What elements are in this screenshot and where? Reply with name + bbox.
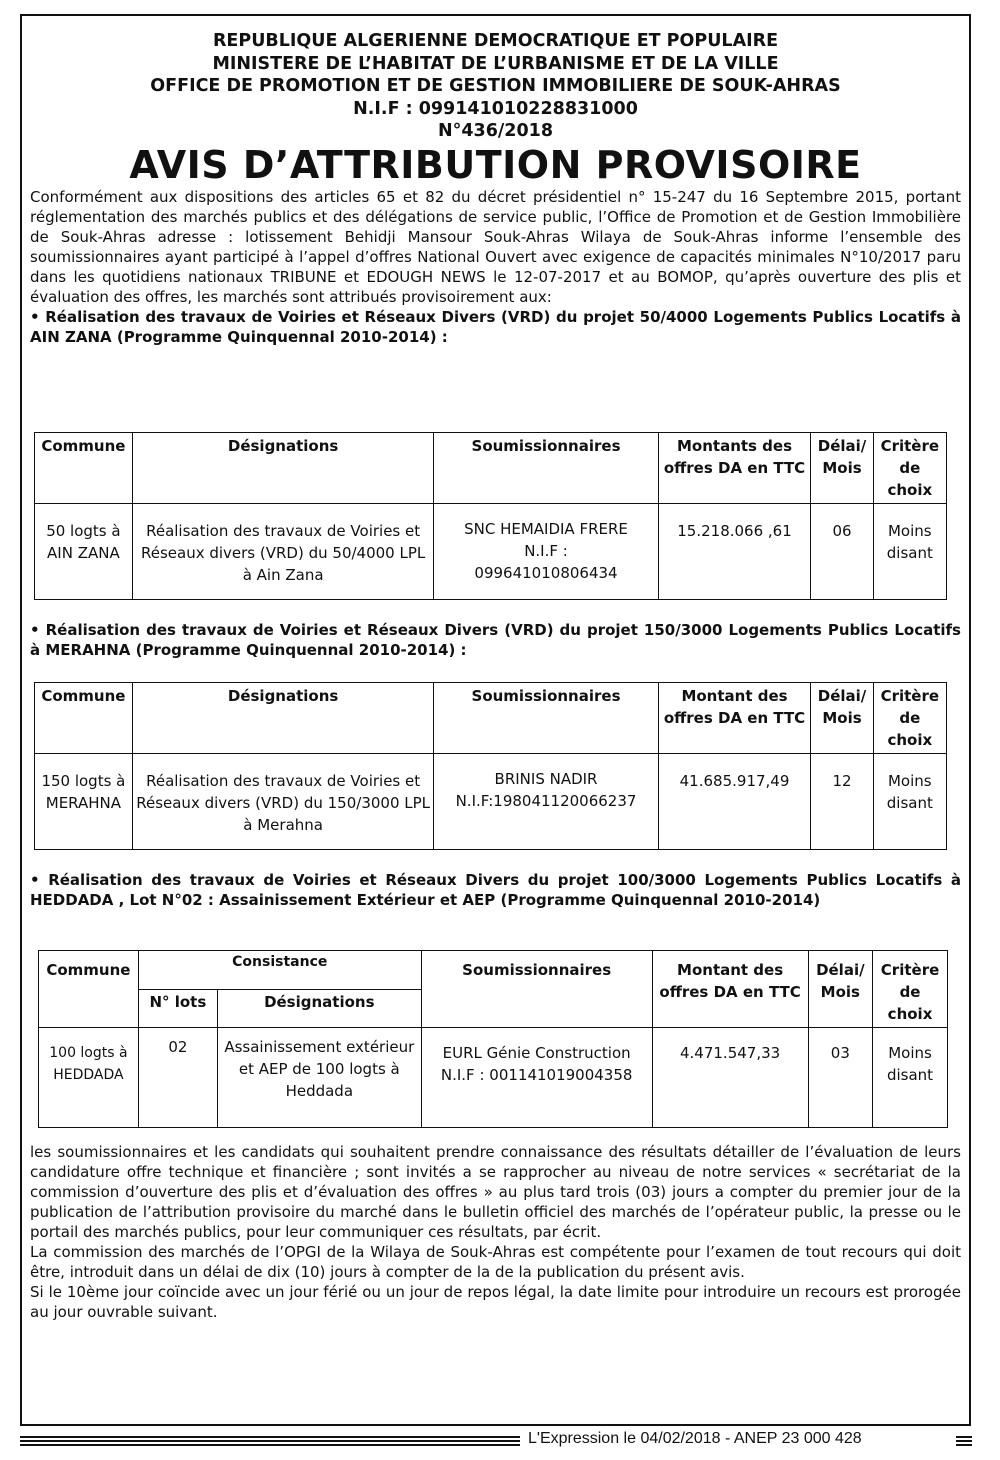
closing-text bbox=[30, 1142, 961, 1322]
notice-header bbox=[30, 30, 961, 143]
cell-commune: 50 logts à AIN ZANA bbox=[35, 504, 133, 600]
bidder-name: EURL Génie Construction bbox=[442, 1044, 631, 1062]
header-line-republic: REPUBLIQUE ALGERIENNE DEMOCRATIQUE ET POPULAIRE bbox=[212, 31, 779, 51]
closing-paragraph-3: Si le 10ème jour coïncide avec un jour férié ou un jour de repos légal, la date limite pour introduire un recours est prorogée au jour ouvrable suivant. bbox=[30, 1283, 961, 1321]
col-lots: N° lots bbox=[138, 989, 217, 1028]
col-commune: Commune bbox=[35, 433, 133, 504]
cell-montant: 4.471.547,33 bbox=[652, 1028, 808, 1128]
col-montants: Montant des offres DA en TTC bbox=[658, 683, 811, 754]
footer-rule-left bbox=[20, 1436, 520, 1446]
bidder-name: BRINIS NADIR bbox=[494, 770, 598, 788]
notice-title: AVIS D’ATTRIBUTION PROVISOIRE bbox=[129, 142, 862, 187]
col-consistance: Consistance bbox=[138, 951, 421, 990]
header-line-ministry: MINISTERE DE L’HABITAT DE L’URBANISME ET DE LA VILLE bbox=[212, 53, 779, 74]
cell-designation: Réalisation des travaux de Voiries et Réseaux divers (VRD) du 150/3000 LPL à Merahna bbox=[132, 754, 434, 850]
intro-paragraph: Conformément aux dispositions des articles 65 et 82 du décret présidentiel n° 15-247 du 16 Septembre 2015, portant réglementation des marchés publics et des délégations de service public, l’Office de Promotion et de Gestion Immobilière de Souk-Ahras adresse : lotissement Behidji Mansour Souk-Ahras Wilaya de Souk-Ahras informe l’ensemble des soumissionnaires ayant participé à l’appel d’offres National Ouvert avec exigence de capacités minimales N°10/2017 paru dans les quotidiens nationaux TRIBUNE et EDOUGH NEWS le 12-07-2017 et au BOMOP, qu’après ouverture des plis et évaluation des offres, les marchés sont attribués provisoirement aux: bbox=[30, 187, 961, 306]
footer bbox=[0, 1428, 1000, 1454]
col-critere: Critère de choix bbox=[873, 951, 948, 1028]
header-nif: N.I.F : 099141010228831000 bbox=[353, 98, 638, 119]
bidder-nif: N.I.F:198041120066237 bbox=[455, 792, 637, 810]
cell-montant: 15.218.066 ,61 bbox=[658, 504, 811, 600]
col-commune: Commune bbox=[35, 683, 133, 754]
section2-title: • Réalisation des travaux de Voiries et Réseaux Divers (VRD) du projet 150/3000 Logements Publics Locatifs à MERAHNA (Programme Quinquennal 2010-2014) : bbox=[30, 621, 961, 659]
cell-designation: Assainissement extérieur et AEP de 100 logts à Heddada bbox=[217, 1028, 421, 1128]
section3-title: • Réalisation des travaux de Voiries et Réseaux Divers du projet 100/3000 Logements Publics Locatifs à HEDDADA , Lot N°02 : Assainissement Extérieur et AEP (Programme Quinquennal 2010-2014) bbox=[30, 871, 961, 909]
col-delai: Délai/ Mois bbox=[811, 433, 873, 504]
col-montants: Montants des offres DA en TTC bbox=[658, 433, 811, 504]
closing-paragraph-2: La commission des marchés de l’OPGI de la Wilaya de Souk-Ahras est compétente pour l’examen de tout recours qui doit être, introduit dans un délai de dix (10) jours à compter de la de la publication du présent avis. bbox=[30, 1243, 961, 1281]
footer-rule-right bbox=[956, 1436, 972, 1446]
header-number: N°436/2018 bbox=[437, 121, 554, 141]
cell-designation: Réalisation des travaux de Voiries et Réseaux divers (VRD) du 50/4000 LPL à Ain Zana bbox=[132, 504, 434, 600]
closing-paragraph-1: les soumissionnaires et les candidats qui souhaitent prendre connaissance des résultats détailler de l’évaluation de leurs candidature offre technique et financière ; sont invités a se rapprocher au niveau de notre services « secrétariat de la commission d’ouverture des plis et d’évaluation des offres » au plus tard trois (03) jours a compter du premier jour de la publication de l’attribution provisoire du marché dans le bulletin officiel des marchés de l’opérateur public, la presse ou le portail des marchés publics, pour leur communiquer ces résultats, par écrit. bbox=[30, 1143, 961, 1241]
col-commune: Commune bbox=[39, 951, 139, 1028]
table-ain-zana bbox=[34, 432, 947, 600]
table-heddada bbox=[38, 950, 948, 1128]
cell-delai: 03 bbox=[808, 1028, 872, 1128]
bidder-nif: N.I.F : 001141019004358 bbox=[440, 1066, 633, 1084]
bidder-nif-number: 099641010806434 bbox=[474, 564, 618, 582]
col-soumissionnaires: Soumissionnaires bbox=[434, 433, 658, 504]
cell-montant: 41.685.917,49 bbox=[658, 754, 811, 850]
cell-critere: Moins disant bbox=[873, 754, 946, 850]
cell-delai: 12 bbox=[811, 754, 873, 850]
col-soumissionnaires: Soumissionnaires bbox=[434, 683, 658, 754]
col-critere: Critère de choix bbox=[873, 433, 946, 504]
footer-credit: L'Expression le 04/02/2018 - ANEP 23 000 428 bbox=[528, 1430, 862, 1447]
table-row bbox=[39, 1028, 948, 1128]
col-soumissionnaires: Soumissionnaires bbox=[421, 951, 652, 1028]
cell-critere: Moins disant bbox=[873, 1028, 948, 1128]
col-delai: Délai/ Mois bbox=[808, 951, 872, 1028]
cell-commune: 100 logts à HEDDADA bbox=[39, 1028, 139, 1128]
table-row bbox=[35, 504, 947, 600]
bidder-nif: N.I.F : bbox=[524, 542, 568, 560]
section1-title: • Réalisation des travaux de Voiries et Réseaux Divers (VRD) du projet 50/4000 Logements Publics Locatifs à AIN ZANA (Programme Quinquennal 2010-2014) : bbox=[30, 307, 961, 346]
table-row bbox=[35, 754, 947, 850]
cell-lot: 02 bbox=[138, 1028, 217, 1128]
cell-critere: Moins disant bbox=[873, 504, 946, 600]
cell-soumissionnaire bbox=[434, 754, 658, 850]
col-delai: Délai/ Mois bbox=[811, 683, 873, 754]
cell-soumissionnaire bbox=[421, 1028, 652, 1128]
col-critere: Critère de choix bbox=[873, 683, 946, 754]
col-montants: Montant des offres DA en TTC bbox=[652, 951, 808, 1028]
col-designations: Désignations bbox=[217, 989, 421, 1028]
table-merahna bbox=[34, 682, 947, 850]
col-designations: Désignations bbox=[132, 433, 434, 504]
cell-commune: 150 logts à MERAHNA bbox=[35, 754, 133, 850]
bidder-name: SNC HEMAIDIA FRERE bbox=[464, 520, 628, 538]
header-line-office: OFFICE DE PROMOTION ET DE GESTION IMMOBILIERE DE SOUK-AHRAS bbox=[150, 76, 841, 96]
notice-frame bbox=[20, 14, 971, 1426]
notice-content bbox=[30, 30, 961, 347]
cell-delai: 06 bbox=[811, 504, 873, 600]
col-designations: Désignations bbox=[132, 683, 434, 754]
cell-soumissionnaire bbox=[434, 504, 658, 600]
